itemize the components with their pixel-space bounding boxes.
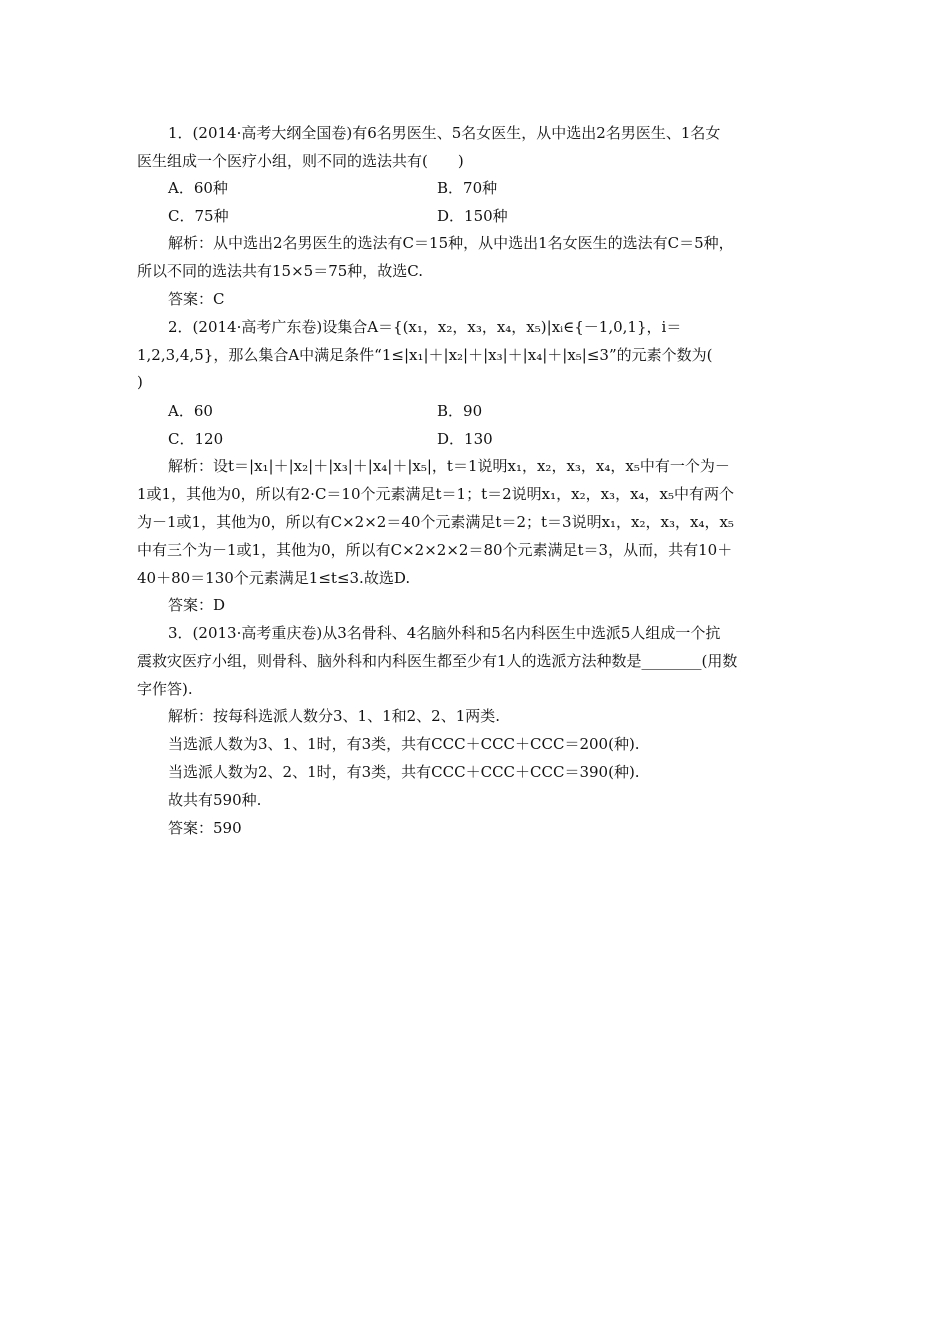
q1-solution-line-1: 解析：从中选出2名男医生的选法有C＝15种，从中选出1名女医生的选法有C＝5种， bbox=[168, 234, 734, 252]
q1-stem-line-2: 医生组成一个医疗小组，则不同的选法共有( ) bbox=[137, 152, 464, 170]
q2-solution-line-3: 为－1或1，其他为0，所以有C×2×2＝40个元素满足t＝2；t＝3说明x₁，x₂，x₃，x₄，x₅ bbox=[137, 513, 734, 531]
q2-option-a: A．60 bbox=[168, 402, 213, 420]
q3-solution-line-2: 当选派人数为3、1、1时，有3类，共有CCC＋CCC＋CCC＝200(种). bbox=[168, 735, 640, 753]
q2-option-d: D．130 bbox=[437, 430, 493, 448]
q2-solution-line-1: 解析：设t＝|x₁|＋|x₂|＋|x₃|＋|x₄|＋|x₅|，t＝1说明x₁，x₂，x₃，x₄，x₅中有一个为－ bbox=[168, 457, 730, 475]
q1-solution-line-2: 所以不同的选法共有15×5＝75种，故选C. bbox=[137, 262, 423, 280]
q1-answer: 答案：C bbox=[168, 290, 225, 308]
q3-stem-line-1: 3．(2013·高考重庆卷)从3名骨科、4名脑外科和5名内科医生中选派5人组成一个抗 bbox=[168, 624, 721, 642]
q3-stem-line-2: 震救灾医疗小组，则骨科、脑外科和内科医生都至少有1人的选派方法种数是________(用数 bbox=[137, 652, 738, 670]
q1-option-c: C．75种 bbox=[168, 207, 229, 225]
q2-option-c: C．120 bbox=[168, 430, 224, 448]
q2-solution-line-5: 40＋80＝130个元素满足1≤t≤3.故选D. bbox=[137, 569, 411, 587]
q2-solution-line-2: 1或1，其他为0，所以有2·C＝10个元素满足t＝1；t＝2说明x₁，x₂，x₃，x₄，x₅中有两个 bbox=[137, 485, 735, 503]
q2-answer: 答案：D bbox=[168, 596, 226, 614]
q2-stem-line-3: ) bbox=[137, 373, 143, 391]
q3-answer: 答案：590 bbox=[168, 819, 242, 837]
q2-option-b: B．90 bbox=[437, 402, 483, 420]
q2-stem-line-1: 2．(2014·高考广东卷)设集合A＝{(x₁，x₂，x₃，x₄，x₅)|xᵢ∈{－1,0,1}，i＝ bbox=[168, 318, 682, 336]
q1-option-a: A．60种 bbox=[168, 179, 228, 197]
q3-stem-line-3: 字作答). bbox=[137, 680, 193, 698]
q1-stem-line-1: 1．(2014·高考大纲全国卷)有6名男医生、5名女医生，从中选出2名男医生、1名女 bbox=[168, 124, 721, 142]
q3-solution-line-1: 解析：按每科选派人数分3、1、1和2、2、1两类. bbox=[168, 707, 501, 725]
q1-option-d: D．150种 bbox=[437, 207, 508, 225]
q2-stem-line-2: 1,2,3,4,5}，那么集合A中满足条件“1≤|x₁|＋|x₂|＋|x₃|＋|x₄|＋|x₅|≤3”的元素个数为( bbox=[137, 346, 713, 364]
q3-solution-line-3: 当选派人数为2、2、1时，有3类，共有CCC＋CCC＋CCC＝390(种). bbox=[168, 763, 640, 781]
q3-solution-line-4: 故共有590种. bbox=[168, 791, 262, 809]
q2-solution-line-4: 中有三个为－1或1，其他为0，所以有C×2×2×2＝80个元素满足t＝3，从而，共有10＋ bbox=[137, 541, 733, 559]
q1-option-b: B．70种 bbox=[437, 179, 498, 197]
